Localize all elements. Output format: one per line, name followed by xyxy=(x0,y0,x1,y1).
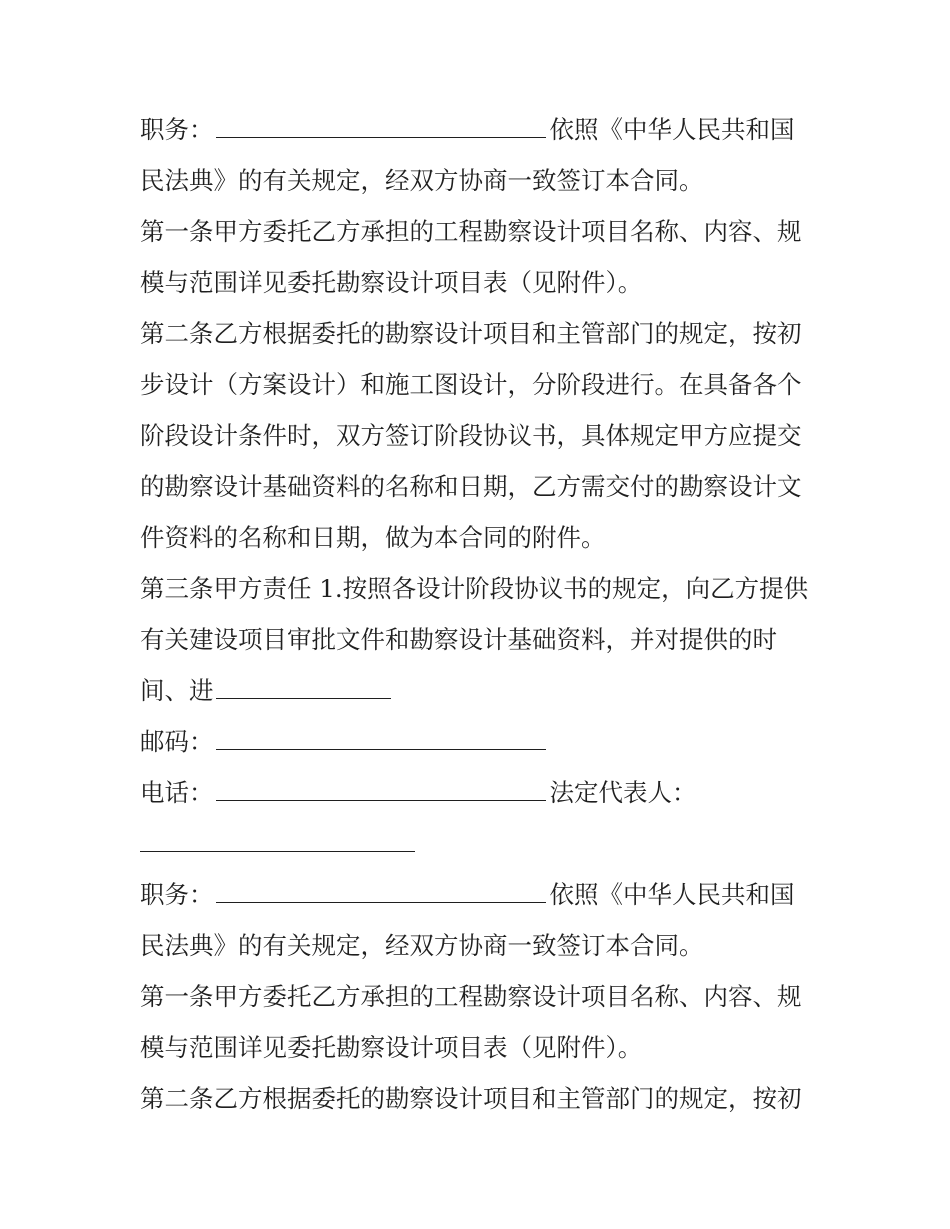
text-line: 模与范围详见委托勘察设计项目表（见附件）。 xyxy=(140,1033,643,1062)
text-line: 件资料的名称和日期，做为本合同的附件。 xyxy=(140,523,606,552)
field-label-postcode: 邮码： xyxy=(140,727,214,756)
text-line xyxy=(140,869,820,920)
text-fragment: 依照《中华人民共和国 xyxy=(549,115,795,144)
clause-two: 第二条乙方根据委托的勘察设计项目和主管部门的规定，按初 xyxy=(140,319,802,348)
text-line: 模与范围详见委托勘察设计项目表（见附件）。 xyxy=(140,268,643,297)
field-label-position: 职务： xyxy=(140,115,214,144)
text-line: 民法典》的有关规定，经双方协商一致签订本合同。 xyxy=(140,931,704,960)
text-fragment: 依照《中华人民共和国 xyxy=(549,880,795,909)
document-body xyxy=(140,104,820,1124)
text-line xyxy=(140,104,820,155)
text-fragment: 间、进 xyxy=(140,676,214,705)
fill-blank-progress xyxy=(216,672,391,699)
clause-one: 第一条甲方委托乙方承担的工程勘察设计项目名称、内容、规 xyxy=(140,217,802,246)
fill-blank-phone xyxy=(216,774,546,801)
clause-two: 第二条乙方根据委托的勘察设计项目和主管部门的规定，按初 xyxy=(140,1084,802,1113)
text-line: 的勘察设计基础资料的名称和日期，乙方需交付的勘察设计文 xyxy=(140,472,802,501)
clause-one: 第一条甲方委托乙方承担的工程勘察设计项目名称、内容、规 xyxy=(140,982,802,1011)
text-line: 阶段设计条件时，双方签订阶段协议书，具体规定甲方应提交 xyxy=(140,421,802,450)
field-label-position: 职务： xyxy=(140,880,214,909)
text-line xyxy=(140,818,820,869)
text-line xyxy=(140,665,820,716)
text-line: 有关建设项目审批文件和勘察设计基础资料，并对提供的时 xyxy=(140,625,777,654)
text-line xyxy=(140,716,820,767)
fill-blank-position xyxy=(216,876,546,903)
text-line: 民法典》的有关规定，经双方协商一致签订本合同。 xyxy=(140,166,704,195)
fill-blank-postcode xyxy=(216,723,546,750)
fill-blank-legal-representative xyxy=(140,825,415,852)
text-line: 步设计（方案设计）和施工图设计，分阶段进行。在具备各个 xyxy=(140,370,802,399)
fill-blank-position xyxy=(216,111,546,138)
field-label-legal-representative: 法定代表人： xyxy=(549,778,697,807)
text-line xyxy=(140,767,820,818)
clause-three: 第三条甲方责任 1.按照各设计阶段协议书的规定，向乙方提供 xyxy=(140,574,809,603)
field-label-phone: 电话： xyxy=(140,778,214,807)
